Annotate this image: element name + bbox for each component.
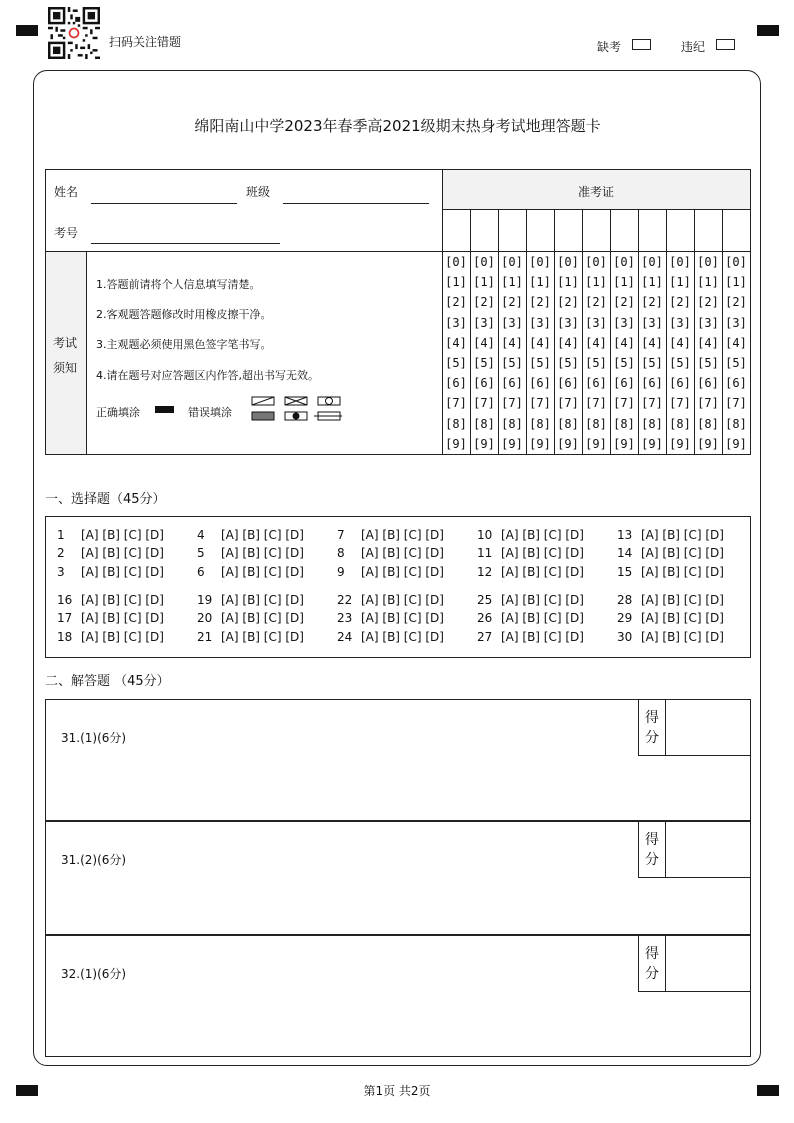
answer-box[interactable] [45, 699, 751, 821]
mc-options[interactable]: [A] [B] [C] [D] [221, 630, 304, 644]
mc-options[interactable]: [A] [B] [C] [D] [81, 611, 164, 625]
ticket-digit-bubble[interactable]: [4] [473, 335, 495, 350]
ticket-digit-bubble[interactable]: [2] [473, 295, 495, 310]
question-title: 31.(1)(6分) [61, 731, 127, 745]
ticket-digit-bubble[interactable]: [6] [501, 376, 523, 391]
ticket-digit-bubble[interactable]: [2] [585, 295, 607, 310]
mc-options[interactable]: [A] [B] [C] [D] [81, 630, 164, 644]
absent-checkbox[interactable] [632, 39, 651, 50]
wrong-fill-samples-icon [251, 396, 343, 422]
ticket-digit-bubble[interactable]: [9] [445, 436, 467, 451]
violation-label: 违纪 [681, 40, 706, 54]
ticket-digit-bubble[interactable]: [3] [669, 315, 691, 330]
mc-options[interactable]: [A] [B] [C] [D] [501, 565, 584, 579]
notice-item: 3.主观题必须使用黑色签字笔书写。 [96, 338, 272, 351]
score-label: 得分 [639, 822, 666, 877]
scan-label: 扫码关注错题 [109, 35, 182, 49]
mc-question-number: 24 [337, 630, 353, 644]
ticket-digit-bubble[interactable]: [0] [501, 255, 523, 269]
mc-question-number: 20 [197, 611, 213, 625]
mc-options[interactable]: [A] [B] [C] [D] [501, 528, 584, 542]
ticket-digit-bubble[interactable]: [3] [725, 315, 747, 330]
ticket-digit-bubble[interactable]: [3] [557, 315, 579, 330]
ticket-digit-bubble[interactable]: [7] [585, 396, 607, 411]
ticket-digit-bubble[interactable]: [1] [613, 275, 635, 290]
mc-question-number: 23 [337, 611, 353, 625]
ticket-digit-bubble[interactable]: [8] [529, 416, 551, 431]
mc-options[interactable]: [A] [B] [C] [D] [641, 611, 724, 625]
name-field[interactable] [91, 203, 237, 204]
ticket-digit-bubble[interactable]: [8] [585, 416, 607, 431]
ticket-writein-cell[interactable] [442, 211, 470, 251]
ticket-digit-bubble[interactable]: [6] [557, 376, 579, 391]
ticket-digit-bubble[interactable]: [6] [697, 376, 719, 391]
mc-question-number: 18 [57, 630, 73, 644]
correct-fill-label: 正确填涂 [96, 406, 140, 419]
notice-label-1: 考试 [53, 336, 78, 350]
mc-question-number: 15 [617, 565, 633, 579]
ticket-digit-bubble[interactable]: [7] [529, 396, 551, 411]
mc-options[interactable]: [A] [B] [C] [D] [501, 593, 584, 607]
ticket-digit-bubble[interactable]: [5] [641, 356, 663, 370]
ticket-digit-bubble[interactable]: [9] [557, 436, 579, 451]
ticket-digit-bubble[interactable]: [0] [697, 255, 719, 269]
ticket-digit-bubble[interactable]: [5] [669, 356, 691, 370]
mc-options[interactable]: [A] [B] [C] [D] [81, 528, 164, 542]
ticket-digit-bubble[interactable]: [5] [445, 356, 467, 370]
ticket-digit-bubble[interactable]: [2] [641, 295, 663, 310]
page-title: 绵阳南山中学2023年春季高2021级期末热身考试地理答题卡 [194, 117, 601, 135]
mc-question-number: 30 [617, 630, 633, 644]
ticket-digit-bubble[interactable]: [4] [445, 335, 467, 350]
ticket-digit-bubble[interactable]: [6] [613, 376, 635, 391]
mc-question-number: 12 [477, 565, 493, 579]
question-title: 32.(1)(6分) [61, 967, 127, 981]
ticket-digit-bubble[interactable]: [1] [557, 275, 579, 290]
mc-options[interactable]: [A] [B] [C] [D] [641, 528, 724, 542]
ticket-digit-bubble[interactable]: [7] [445, 396, 467, 411]
ticket-digit-bubble[interactable]: [1] [501, 275, 523, 290]
mc-question-number: 26 [477, 611, 493, 625]
ticket-digit-bubble[interactable]: [8] [613, 416, 635, 431]
mc-options[interactable]: [A] [B] [C] [D] [221, 546, 304, 560]
ticket-digit-bubble[interactable]: [8] [445, 416, 467, 431]
mc-question-number: 22 [337, 593, 353, 607]
ticket-digit-bubble[interactable]: [7] [473, 396, 495, 411]
alignment-marker [757, 25, 779, 36]
ticket-digit-bubble[interactable]: [4] [501, 335, 523, 350]
ticket-digit-bubble[interactable]: [9] [529, 436, 551, 451]
score-box[interactable] [638, 821, 751, 878]
ticket-digit-bubble[interactable]: [6] [473, 376, 495, 391]
qr-code-icon [48, 7, 100, 59]
class-field[interactable] [283, 203, 429, 204]
ticket-digit-bubble[interactable]: [8] [669, 416, 691, 431]
ticket-digit-bubble[interactable]: [1] [585, 275, 607, 290]
ticket-digit-bubble[interactable]: [3] [613, 315, 635, 330]
ticket-writein-cell[interactable] [666, 211, 694, 251]
mc-question-number: 11 [477, 546, 493, 560]
mc-options[interactable]: [A] [B] [C] [D] [641, 546, 724, 560]
ticket-label: 准考证 [578, 185, 615, 199]
ticket-digit-bubble[interactable]: [5] [697, 356, 719, 370]
ticket-digit-bubble[interactable]: [4] [697, 335, 719, 350]
ticket-digit-bubble[interactable]: [9] [697, 436, 719, 451]
ticket-digit-bubble[interactable]: [2] [697, 295, 719, 310]
ticket-digit-bubble[interactable]: [1] [529, 275, 551, 290]
mc-options[interactable]: [A] [B] [C] [D] [221, 593, 304, 607]
mc-question-number: 14 [617, 546, 633, 560]
ticket-digit-bubble[interactable]: [5] [557, 356, 579, 370]
mc-question-number: 1 [57, 528, 65, 542]
score-label: 得分 [639, 700, 666, 755]
violation-checkbox[interactable] [716, 39, 735, 50]
mc-question-number: 2 [57, 546, 65, 560]
ticket-digit-bubble[interactable]: [8] [725, 416, 747, 431]
ticket-digit-bubble[interactable]: [6] [641, 376, 663, 391]
ticket-digit-bubble[interactable]: [3] [697, 315, 719, 330]
ticket-digit-bubble[interactable]: [2] [529, 295, 551, 310]
mc-options[interactable]: [A] [B] [C] [D] [641, 630, 724, 644]
ticket-writein-cell[interactable] [554, 211, 582, 251]
score-label: 得分 [639, 936, 666, 991]
mc-options[interactable]: [A] [B] [C] [D] [361, 546, 444, 560]
ticket-digit-bubble[interactable]: [4] [641, 335, 663, 350]
mc-question-number: 25 [477, 593, 493, 607]
absent-label: 缺考 [597, 40, 622, 54]
ticket-digit-bubble[interactable]: [7] [501, 396, 523, 411]
ticket-digit-bubble[interactable]: [7] [697, 396, 719, 411]
ticket-digit-bubble[interactable]: [0] [669, 255, 691, 269]
ticket-writein-cell[interactable] [694, 211, 722, 251]
ticket-writein-cell[interactable] [638, 211, 666, 251]
ticket-digit-bubble[interactable]: [1] [697, 275, 719, 290]
ticket-digit-bubble[interactable]: [0] [473, 255, 495, 269]
ticket-digit-bubble[interactable]: [1] [445, 275, 467, 290]
ticket-digit-bubble[interactable]: [7] [641, 396, 663, 411]
ticket-digit-bubble[interactable]: [1] [641, 275, 663, 290]
mc-question-number: 7 [337, 528, 345, 542]
mc-question-number: 28 [617, 593, 633, 607]
mc-options[interactable]: [A] [B] [C] [D] [361, 565, 444, 579]
mc-question-number: 16 [57, 593, 73, 607]
ticket-digit-bubble[interactable]: [6] [669, 376, 691, 391]
section2-title: 二、解答题 （45分） [45, 674, 170, 689]
ticket-digit-bubble[interactable]: [3] [445, 315, 467, 330]
ticket-digit-bubble[interactable]: [4] [585, 335, 607, 350]
ticket-writein-cell[interactable] [470, 211, 498, 251]
mc-options[interactable]: [A] [B] [C] [D] [81, 593, 164, 607]
ticket-digit-bubble[interactable]: [8] [697, 416, 719, 431]
ticket-digit-bubble[interactable]: [8] [557, 416, 579, 431]
mc-options[interactable]: [A] [B] [C] [D] [641, 593, 724, 607]
ticket-digit-bubble[interactable]: [6] [529, 376, 551, 391]
ticket-digit-bubble[interactable]: [9] [641, 436, 663, 451]
ticket-digit-bubble[interactable]: [6] [725, 376, 747, 391]
ticket-digit-bubble[interactable]: [9] [473, 436, 495, 451]
score-box[interactable] [638, 935, 751, 992]
ticket-digit-bubble[interactable]: [4] [613, 335, 635, 350]
ticket-digit-bubble[interactable]: [9] [669, 436, 691, 451]
mc-options[interactable]: [A] [B] [C] [D] [501, 630, 584, 644]
mc-question-number: 10 [477, 528, 493, 542]
ticket-digit-bubble[interactable]: [1] [473, 275, 495, 290]
notice-item: 2.客观题答题修改时用橡皮擦干净。 [96, 308, 272, 321]
notice-item: 4.请在题号对应答题区内作答,超出书写无效。 [96, 369, 319, 382]
mc-options[interactable]: [A] [B] [C] [D] [221, 611, 304, 625]
mc-options[interactable]: [A] [B] [C] [D] [361, 593, 444, 607]
mc-options[interactable]: [A] [B] [C] [D] [361, 528, 444, 542]
ticket-writein-cell[interactable] [582, 211, 610, 251]
ticket-digit-bubble[interactable]: [2] [725, 295, 747, 310]
section1-title: 一、选择题（45分） [45, 492, 166, 507]
ticket-digit-bubble[interactable]: [2] [501, 295, 523, 310]
ticket-digit-bubble[interactable]: [5] [585, 356, 607, 370]
ticket-digit-bubble[interactable]: [8] [473, 416, 495, 431]
ticket-digit-bubble[interactable]: [1] [669, 275, 691, 290]
ticket-digit-bubble[interactable]: [3] [473, 315, 495, 330]
mc-question-number: 17 [57, 611, 73, 625]
ticket-digit-bubble[interactable]: [5] [725, 356, 747, 370]
question-title: 31.(2)(6分) [61, 853, 127, 867]
mc-question-number: 4 [197, 528, 205, 542]
mc-question-number: 21 [197, 630, 213, 644]
mc-question-number: 9 [337, 565, 345, 579]
ticket-digit-bubble[interactable]: [5] [613, 356, 635, 370]
mc-options[interactable]: [A] [B] [C] [D] [221, 565, 304, 579]
ticket-writein-cell[interactable] [722, 211, 750, 251]
mc-question-number: 8 [337, 546, 345, 560]
ticket-digit-bubble[interactable]: [3] [641, 315, 663, 330]
ticket-digit-bubble[interactable]: [5] [473, 356, 495, 370]
ticket-digit-bubble[interactable]: [9] [613, 436, 635, 451]
ticket-digit-bubble[interactable]: [7] [669, 396, 691, 411]
mc-options[interactable]: [A] [B] [C] [D] [641, 565, 724, 579]
mc-question-number: 29 [617, 611, 633, 625]
mc-options[interactable]: [A] [B] [C] [D] [361, 630, 444, 644]
ticket-writein-cell[interactable] [610, 211, 638, 251]
ticket-writein-divider [442, 251, 751, 252]
ticket-digit-bubble[interactable]: [8] [641, 416, 663, 431]
ticket-digit-bubble[interactable]: [3] [529, 315, 551, 330]
mc-question-number: 27 [477, 630, 493, 644]
exam-no-field[interactable] [91, 243, 280, 244]
mc-question-number: 6 [197, 565, 205, 579]
ticket-digit-bubble[interactable]: [2] [445, 295, 467, 310]
exam-no-label: 考号 [54, 226, 79, 240]
mc-options[interactable]: [A] [B] [C] [D] [501, 611, 584, 625]
ticket-digit-bubble[interactable]: [0] [585, 255, 607, 269]
ticket-digit-bubble[interactable]: [9] [501, 436, 523, 451]
mc-question-number: 19 [197, 593, 213, 607]
ticket-digit-bubble[interactable]: [9] [585, 436, 607, 451]
mc-options[interactable]: [A] [B] [C] [D] [501, 546, 584, 560]
mc-question-number: 5 [197, 546, 205, 560]
mc-options[interactable]: [A] [B] [C] [D] [361, 611, 444, 625]
ticket-digit-bubble[interactable]: [0] [445, 255, 467, 269]
ticket-digit-bubble[interactable]: [2] [669, 295, 691, 310]
ticket-digit-bubble[interactable]: [0] [529, 255, 551, 269]
notice-item: 1.答题前请将个人信息填写清楚。 [96, 278, 261, 291]
ticket-digit-bubble[interactable]: [6] [445, 376, 467, 391]
ticket-digit-bubble[interactable]: [5] [529, 356, 551, 370]
wrong-fill-label: 错误填涂 [188, 406, 232, 419]
ticket-digit-bubble[interactable]: [2] [557, 295, 579, 310]
notice-label-2: 须知 [53, 361, 78, 375]
ticket-digit-bubble[interactable]: [0] [557, 255, 579, 269]
ticket-digit-bubble[interactable]: [0] [613, 255, 635, 269]
correct-fill-sample [155, 406, 174, 413]
ticket-digit-bubble[interactable]: [8] [501, 416, 523, 431]
mc-options[interactable]: [A] [B] [C] [D] [81, 546, 164, 560]
ticket-digit-bubble[interactable]: [2] [613, 295, 635, 310]
answer-box[interactable] [45, 821, 751, 935]
ticket-digit-bubble[interactable]: [7] [613, 396, 635, 411]
ticket-digit-bubble[interactable]: [4] [557, 335, 579, 350]
notice-label-cell [46, 252, 86, 454]
ticket-digit-bubble[interactable]: [6] [585, 376, 607, 391]
ticket-writein-cell[interactable] [498, 211, 526, 251]
ticket-digit-bubble[interactable]: [0] [641, 255, 663, 269]
alignment-marker [16, 25, 38, 36]
ticket-digit-bubble[interactable]: [3] [501, 315, 523, 330]
ticket-digit-bubble[interactable]: [7] [725, 396, 747, 411]
ticket-digit-bubble[interactable]: [9] [725, 436, 747, 451]
ticket-writein-cell[interactable] [526, 211, 554, 251]
ticket-digit-bubble[interactable]: [1] [725, 275, 747, 290]
mc-question-number: 13 [617, 528, 633, 542]
ticket-digit-bubble[interactable]: [7] [557, 396, 579, 411]
mc-question-number: 3 [57, 565, 65, 579]
mc-options[interactable]: [A] [B] [C] [D] [81, 565, 164, 579]
mc-options[interactable]: [A] [B] [C] [D] [221, 528, 304, 542]
page-number: 第1页 共2页 [363, 1084, 431, 1098]
ticket-digit-bubble[interactable]: [5] [501, 356, 523, 370]
ticket-digit-bubble[interactable]: [0] [725, 255, 747, 269]
name-label: 姓名 [54, 185, 79, 199]
ticket-digit-bubble[interactable]: [4] [529, 335, 551, 350]
ticket-digit-bubble[interactable]: [4] [725, 335, 747, 350]
ticket-digit-bubble[interactable]: [4] [669, 335, 691, 350]
answer-box[interactable] [45, 935, 751, 1057]
ticket-digit-bubble[interactable]: [3] [585, 315, 607, 330]
class-label: 班级 [246, 185, 271, 199]
score-box[interactable] [638, 699, 751, 756]
